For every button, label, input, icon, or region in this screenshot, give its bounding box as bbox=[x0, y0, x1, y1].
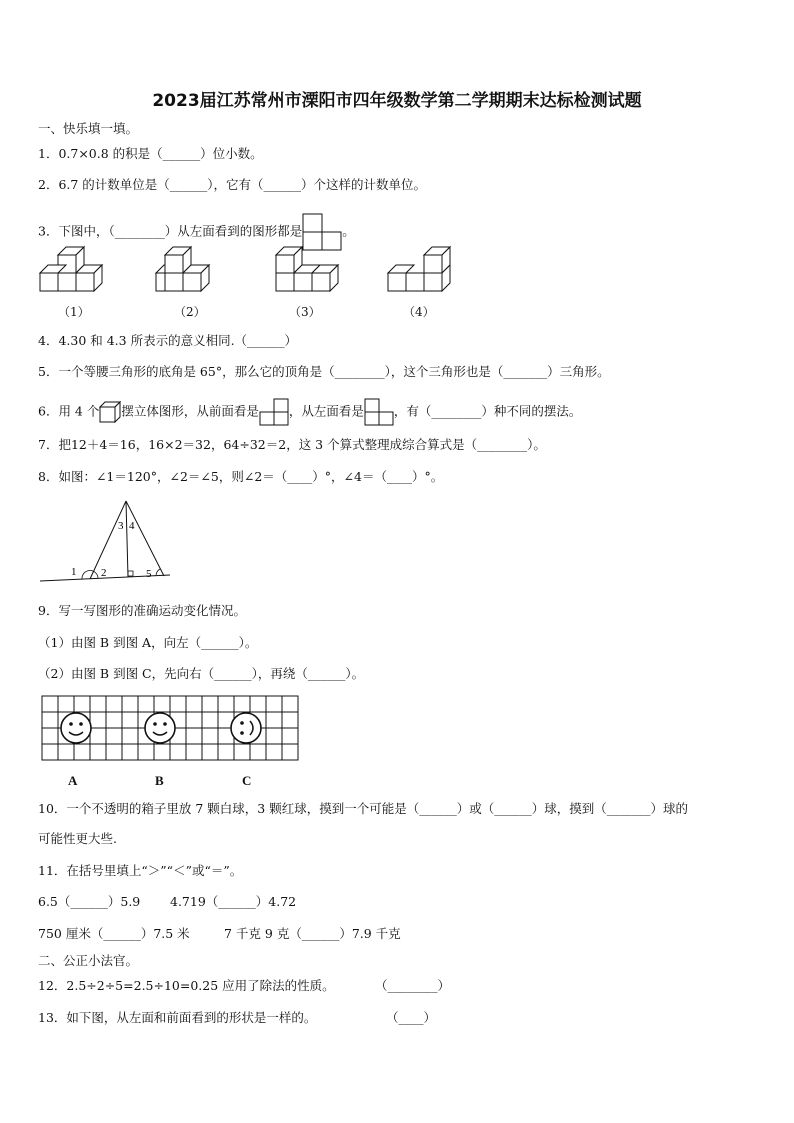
question-12: 12．2.5÷2÷5=2.5÷10=0.25 应用了除法的性质。 bbox=[38, 978, 335, 993]
question-3-text: 3．下图中，（________）从左面看到的图形都是 bbox=[38, 223, 303, 239]
cube-figure-1 bbox=[36, 243, 106, 301]
question-6 bbox=[38, 398, 581, 426]
cube-figure-3 bbox=[272, 243, 342, 301]
section-heading-2: 二、公正小法官。 bbox=[38, 953, 139, 968]
smiley-grid bbox=[40, 694, 302, 762]
figure-label-4: （4） bbox=[403, 305, 435, 319]
question-3-end: 。 bbox=[342, 223, 355, 239]
cube-figure-4 bbox=[384, 243, 454, 301]
left-view-icon bbox=[364, 398, 394, 426]
question-10-line-2: 可能性更大些. bbox=[38, 831, 117, 846]
question-11-item-1: 6.5（______）5.9 bbox=[38, 894, 141, 909]
question-8: 8．如图：∠1＝120°，∠2＝∠5，则∠2＝（____）°，∠4＝（____）°。 bbox=[38, 469, 444, 484]
question-6-text-a: 6．用 4 个 bbox=[38, 403, 100, 419]
grid-label-b: B bbox=[155, 773, 164, 788]
angle-label-3: 3 bbox=[118, 520, 124, 532]
question-11: 11．在括号里填上“＞”“＜”或“＝”。 bbox=[38, 863, 243, 878]
question-9-part-2: （2）由图 B 到图 C，先向右（______），再绕（______）。 bbox=[38, 666, 365, 681]
question-5: 5．一个等腰三角形的底角是 65°，那么它的顶角是（________），这个三角形也是（_______）三角形。 bbox=[38, 364, 610, 379]
question-11-item-3: 750 厘米（______）7.5 米 bbox=[38, 926, 190, 941]
question-12-answer-blank[interactable]: （________） bbox=[375, 978, 451, 993]
question-13-answer-blank[interactable]: （____） bbox=[386, 1010, 437, 1025]
question-6-text-d: ，有（________）种不同的摆法。 bbox=[393, 403, 582, 419]
question-7: 7．把12＋4＝16，16×2＝32，64÷32＝2，这 3 个算式整理成综合算式是（________）。 bbox=[38, 437, 546, 452]
cube-figure-2 bbox=[152, 243, 222, 301]
section-heading-1: 一、快乐填一填。 bbox=[38, 121, 139, 136]
angle-label-2: 2 bbox=[101, 567, 107, 579]
question-6-text-b: 摆立体图形，从前面看是 bbox=[121, 403, 259, 419]
question-2: 2．6.7 的计数单位是（______），它有（______）个这样的计数单位。 bbox=[38, 177, 427, 192]
question-6-text-c: ，从左面看是 bbox=[288, 403, 364, 419]
angle-label-5: 5 bbox=[146, 568, 152, 580]
angle-label-4: 4 bbox=[129, 520, 135, 532]
front-view-icon bbox=[259, 398, 289, 426]
triangle-figure bbox=[38, 497, 173, 587]
grid-label-c: C bbox=[242, 773, 252, 788]
figure-label-2: （2） bbox=[174, 305, 206, 319]
question-4: 4．4.30 和 4.3 所表示的意义相同.（______） bbox=[38, 333, 298, 348]
smiley-a-icon bbox=[61, 713, 91, 743]
smiley-b-icon bbox=[145, 713, 175, 743]
figure-label-1: （1） bbox=[58, 305, 90, 319]
cube-icon bbox=[99, 401, 121, 423]
figure-label-3: （3） bbox=[289, 305, 321, 319]
question-11-item-4: 7 千克 9 克（______）7.9 千克 bbox=[224, 926, 401, 941]
page-title: 2023届江苏常州市溧阳市四年级数学第二学期期末达标检测试题 bbox=[152, 91, 642, 111]
question-1: 1．0.7×0.8 的积是（______）位小数。 bbox=[38, 146, 263, 161]
grid-label-a: A bbox=[68, 773, 78, 788]
question-13: 13．如下图，从左面和前面看到的形状是一样的。 bbox=[38, 1010, 317, 1025]
question-11-item-2: 4.719（______）4.72 bbox=[170, 894, 297, 909]
question-10-line-1: 10．一个不透明的箱子里放 7 颗白球，3 颗红球，摸到一个可能是（______）或（______）球，摸到（_______）球的 bbox=[38, 801, 688, 816]
angle-label-1: 1 bbox=[71, 566, 77, 578]
smiley-c-rotated-icon bbox=[231, 713, 261, 743]
question-9-part-1: （1）由图 B 到图 A，向左（______）。 bbox=[38, 635, 258, 650]
question-9: 9．写一写图形的准确运动变化情况。 bbox=[38, 603, 246, 618]
